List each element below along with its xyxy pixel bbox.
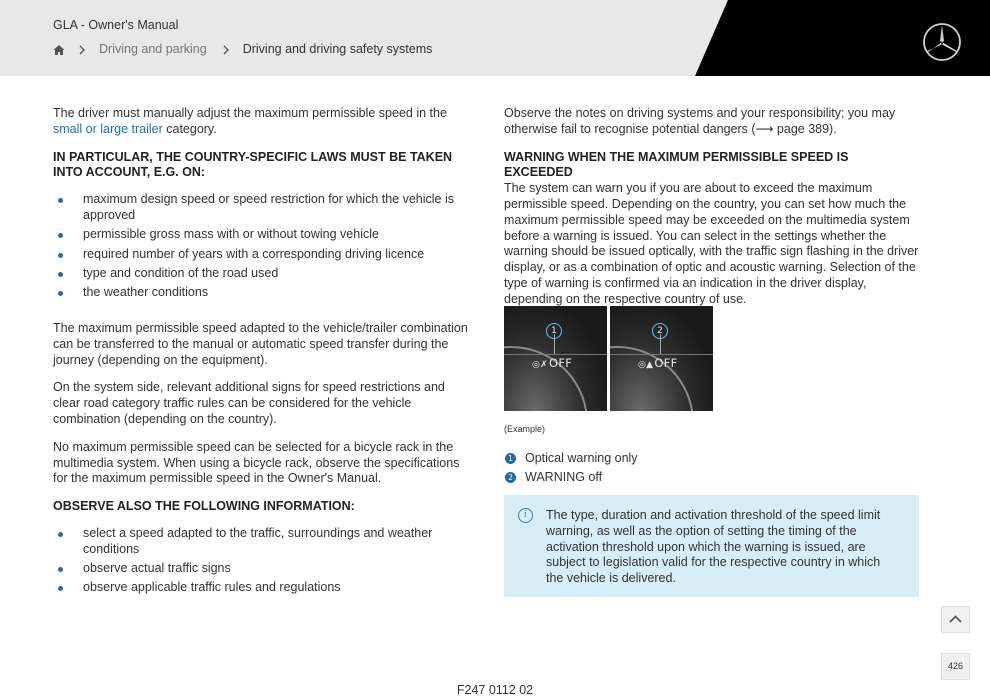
display-readout	[532, 356, 572, 374]
legend-number-badge: 1	[505, 453, 516, 464]
display-readout	[638, 356, 678, 374]
legend-number-badge: 2	[505, 472, 516, 483]
list-item: type and condition of the road used	[53, 266, 468, 282]
legend-text: WARNING off	[525, 469, 603, 484]
speed-limit-warning-icon: ◎▲	[638, 360, 654, 370]
breadcrumb-current: Driving and driving safety systems	[242, 42, 433, 57]
list-item: observe applicable traffic rules and regulations	[53, 580, 468, 596]
transfer-paragraph: The maximum permissible speed adapted to the vehicle/trailer combination can be transferred to the manual or automatic speed transfer during the journey (depending on the equipment).	[53, 320, 468, 367]
notes-paragraph: Observe the notes on driving systems and your responsibility; you may otherwise fail to recognise potential dangers (⟶ page 389).	[504, 106, 896, 136]
list-item: observe actual traffic signs	[53, 561, 468, 577]
warning-heading: WARNING WHEN THE MAXIMUM PERMISSIBLE SPEED IS EXCEEDED	[504, 149, 849, 180]
list-item: required number of years with a corresponding driving licence	[53, 247, 468, 263]
example-images	[504, 306, 713, 411]
right-column	[504, 106, 920, 308]
home-icon[interactable]	[53, 44, 65, 56]
chevron-right-icon	[221, 44, 231, 56]
bicycle-rack-paragraph: No maximum permissible speed can be selected for a bicycle rack in the multimedia system. When using a bicycle rack, observe the specifications for the maximum permissible speed in the Owner's Manual.	[53, 439, 460, 486]
list-item: the weather conditions	[53, 285, 468, 301]
list-item: select a speed adapted to the traffic, surroundings and weather conditions	[53, 526, 468, 558]
speed-limit-eye-icon: ◎✗	[532, 360, 548, 370]
display-image-warning-off	[610, 306, 713, 411]
laws-list	[53, 192, 468, 301]
breadcrumb-link-driving-parking[interactable]: Driving and parking	[99, 42, 207, 57]
page-header	[0, 0, 990, 76]
system-signs-paragraph: On the system side, relevant additional signs for speed restrictions and clear road category traffic rules can be considered for the vehicle combination (depending on the country).	[53, 380, 445, 426]
scroll-to-top-button[interactable]	[941, 606, 970, 633]
list-item: permissible gross mass with or without towing vehicle	[53, 227, 468, 243]
callout-1: 1	[546, 323, 562, 339]
legend-item	[504, 468, 638, 487]
off-label: OFF	[654, 356, 678, 370]
intro-text: The driver must manually adjust the maximum permissible speed in the	[53, 106, 447, 120]
legend-text: Optical warning only	[525, 450, 638, 465]
info-note-text: The type, duration and activation threshold of the speed limit warning, as well as the option of setting the timing of the activation threshold upon which the warning is issued, are subject to legislation valid for the respective country in which the vehicle is delivered.	[546, 508, 881, 586]
chevron-up-icon	[942, 607, 969, 632]
manual-title: GLA - Owner's Manual	[53, 18, 179, 32]
info-icon: i	[518, 508, 533, 523]
off-label: OFF	[549, 356, 573, 370]
warning-paragraph: The system can warn you if you are about to exceed the maximum permissible speed. Depending on the country, you can set how much the maximum permissible speed may be exceeded on the multimedia system before a warning is issued. You can select in the settings whether the warning should be issued optically, with the traffic sign flashing in the driver display, or as a combination of optic and acoustic warning. Selection of the type of warning is confirmed via an indication in the driver display, depending on the respective country of use.	[504, 181, 919, 306]
info-note-box	[504, 495, 919, 597]
intro-text-end: category.	[162, 121, 217, 136]
image-caption: (Example)	[504, 424, 546, 434]
legend-item	[504, 449, 638, 468]
breadcrumb	[53, 41, 432, 59]
footer-code: F247 0112 02	[456, 683, 534, 697]
page-number: 426	[941, 653, 970, 680]
list-item: maximum design speed or speed restriction for which the vehicle is approved	[53, 192, 468, 224]
left-column	[53, 106, 468, 600]
observe-list	[53, 526, 468, 596]
laws-heading: IN PARTICULAR, THE COUNTRY-SPECIFIC LAWS MUST BE TAKEN INTO ACCOUNT, E.G. ON:	[53, 149, 453, 180]
display-image-optical	[504, 306, 607, 411]
intro-paragraph	[53, 106, 468, 138]
mercedes-star-logo	[922, 22, 962, 62]
callout-2: 2	[652, 323, 668, 339]
trailer-category-link[interactable]: small or large trailer	[53, 121, 163, 136]
observe-heading: OBSERVE ALSO THE FOLLOWING INFORMATION:	[53, 499, 355, 514]
image-legend	[504, 449, 638, 487]
chevron-right-icon	[77, 44, 87, 56]
